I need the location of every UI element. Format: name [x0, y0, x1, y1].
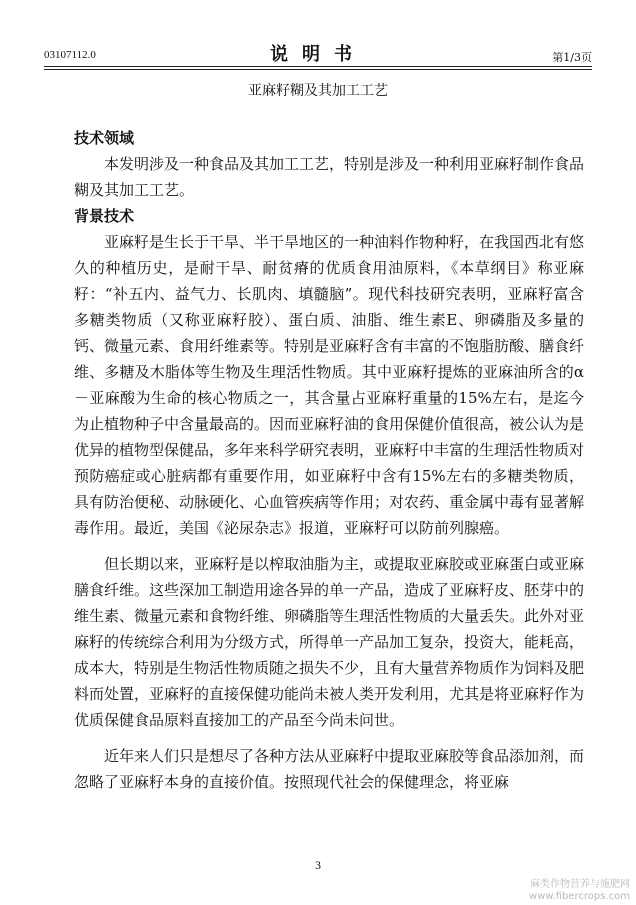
watermark-site-name: 麻类作物营养与施肥网 [530, 879, 630, 890]
paragraph-background-3: 近年来人们只是想尽了各种方法从亚麻籽中提取亚麻胶等食品添加剂，而忽略了亚麻籽本身的直接价值。按照现代社会的保健理念，将亚麻 [74, 747, 585, 791]
section-heading-background: 背景技术 [74, 207, 135, 225]
page-number: 3 [315, 858, 321, 872]
watermark-url: www.fibercrops.com [528, 891, 630, 902]
paragraph-tech-field: 本发明涉及一种食品及其加工工艺，特别是涉及一种利用亚麻籽制作食品糊及其加工工艺。 [74, 155, 585, 199]
document-header [0, 0, 636, 70]
header-rule-top [44, 66, 592, 67]
page-indicator: 第1/3页 [552, 51, 592, 64]
document-title: 说明书 [270, 44, 366, 65]
document-id: 03107112.0 [44, 49, 96, 61]
paragraph-background-2: 但长期以来，亚麻籽是以榨取油脂为主，或提取亚麻胶或亚麻蛋白或亚麻膳食纤维。这些深加工制造用途各异的单一产品，造成了亚麻籽皮、胚芽中的维生素、微量元素和食物纤维、卵磷脂等生理活性物质的大量丢失。此外对亚麻籽的传统综合利用为分级方式，所得单一产品加工复杂，投资大，能耗高，成本大，特别是生物活性物质随之损失不少，且有大量营养物质作为饲料及肥料而处置，亚麻籽的直接保健功能尚未被人类开发利用，尤其是将亚麻籽作为优质保健食品原料直接加工的产品至今尚未问世。 [74, 555, 585, 729]
invention-title: 亚麻籽糊及其加工工艺 [248, 83, 388, 99]
paragraph-background-1: 亚麻籽是生长于干旱、半干旱地区的一种油料作物种籽，在我国西北有悠久的种植历史，是耐干旱、耐贫瘠的优质食用油原料，《本草纲目》称亚麻籽：“补五内、益气力、长肌肉、填髓脑”。现代科技研究表明，亚麻籽富含多糖类物质（又称亚麻籽胶）、蛋白质、油脂、维生素E、卵磷脂及多量的钙、微量元素、食用纤维素等。特别是亚麻籽含有丰富的不饱脂肪酸、膳食纤维、多糖及木脂体等生物及生理活性物质。其中亚麻籽提炼的亚麻油所含的α－亚麻酸为生命的核心物质之一，其含量占亚麻籽重量的15%左右，是迄今为止植物种子中含量最高的。因而亚麻籽油的食用保健价值很高，被公认为是优异的植物型保健品，多年来科学研究表明，亚麻籽中丰富的生理活性物质对预防癌症或心脏病都有重要作用，如亚麻籽中含有15%左右的多糖类物质，具有防治便秘、动脉硬化、心血管疾病等作用；对农药、重金属中毒有显著解毒作用。最近，美国《泌尿杂志》报道，亚麻籽可以防前列腺癌。 [74, 233, 585, 537]
header-rule-bottom [44, 69, 592, 70]
document-body [74, 125, 584, 795]
site-watermark [529, 879, 630, 903]
section-heading-tech-field: 技术领域 [74, 129, 135, 147]
